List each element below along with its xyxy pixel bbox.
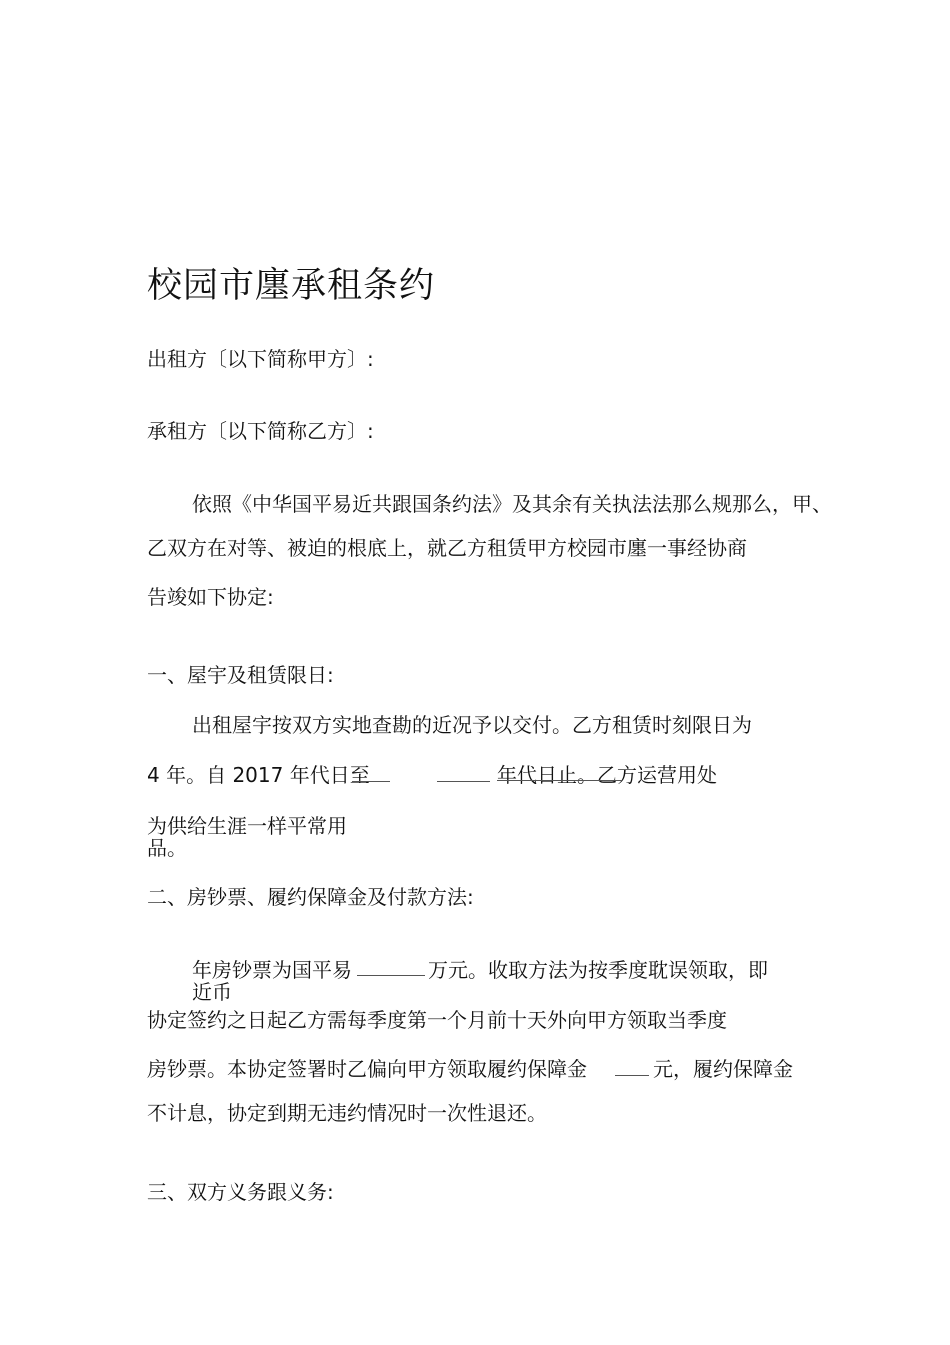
section-1-line-4: 品。 [147,836,187,860]
section-1-line-3: 为供给生涯一样平常用 [147,814,347,838]
blank-line [615,1075,649,1076]
section-2-line-3b: 元，履约保障金 [653,1057,793,1081]
document-title: 校园市廛承租条约 [147,266,436,306]
section-2-heading: 二、房钞票、履约保障金及付款方法: [147,885,474,909]
section-2-line-1b: 万元。收取方法为按季度耽误领取，即 [428,958,768,982]
section-1-line-1: 出租屋宇按双方实地查勘的近况予以交付。乙方租赁时刻限日为 [192,713,752,737]
lessee-line: 承租方〔以下简称乙方〕: [147,419,374,443]
section-2-line-2: 协定签约之日起乙方需每季度第一个月前十天外向甲方领取当季度 [147,1008,727,1032]
section-3-heading: 三、双方义务跟义务: [147,1180,334,1204]
section-2-line-3a: 房钞票。本协定签署时乙偏向甲方领取履约保障金 [147,1057,587,1081]
section-2-line-1a: 年房钞票为国平易 [192,958,352,982]
strike-line [497,780,622,781]
intro-line-3: 告竣如下协定: [147,585,274,609]
blank-line [437,781,490,782]
section-1-line-2b: 年代日止。乙方运营用处 [497,763,717,787]
section-2-line-1c: 近币 [192,980,232,1004]
intro-line-1: 依照《中华国平易近共跟国条约法》及其余有关执法法那么规那么，甲、 [192,492,832,516]
section-2-line-4: 不计息，协定到期无违约情况时一次性退还。 [147,1101,547,1125]
lessor-line: 出租方〔以下简称甲方〕: [147,347,374,371]
intro-line-2: 乙双方在对等、被迫的根底上，就乙方租赁甲方校园市廛一事经协商 [147,536,747,560]
section-1-line-2a: 4 年。自 2017 年代日至 [147,763,370,787]
blank-line [357,975,425,976]
blank-line [352,781,390,782]
section-1-heading: 一、屋宇及租赁限日: [147,663,334,687]
